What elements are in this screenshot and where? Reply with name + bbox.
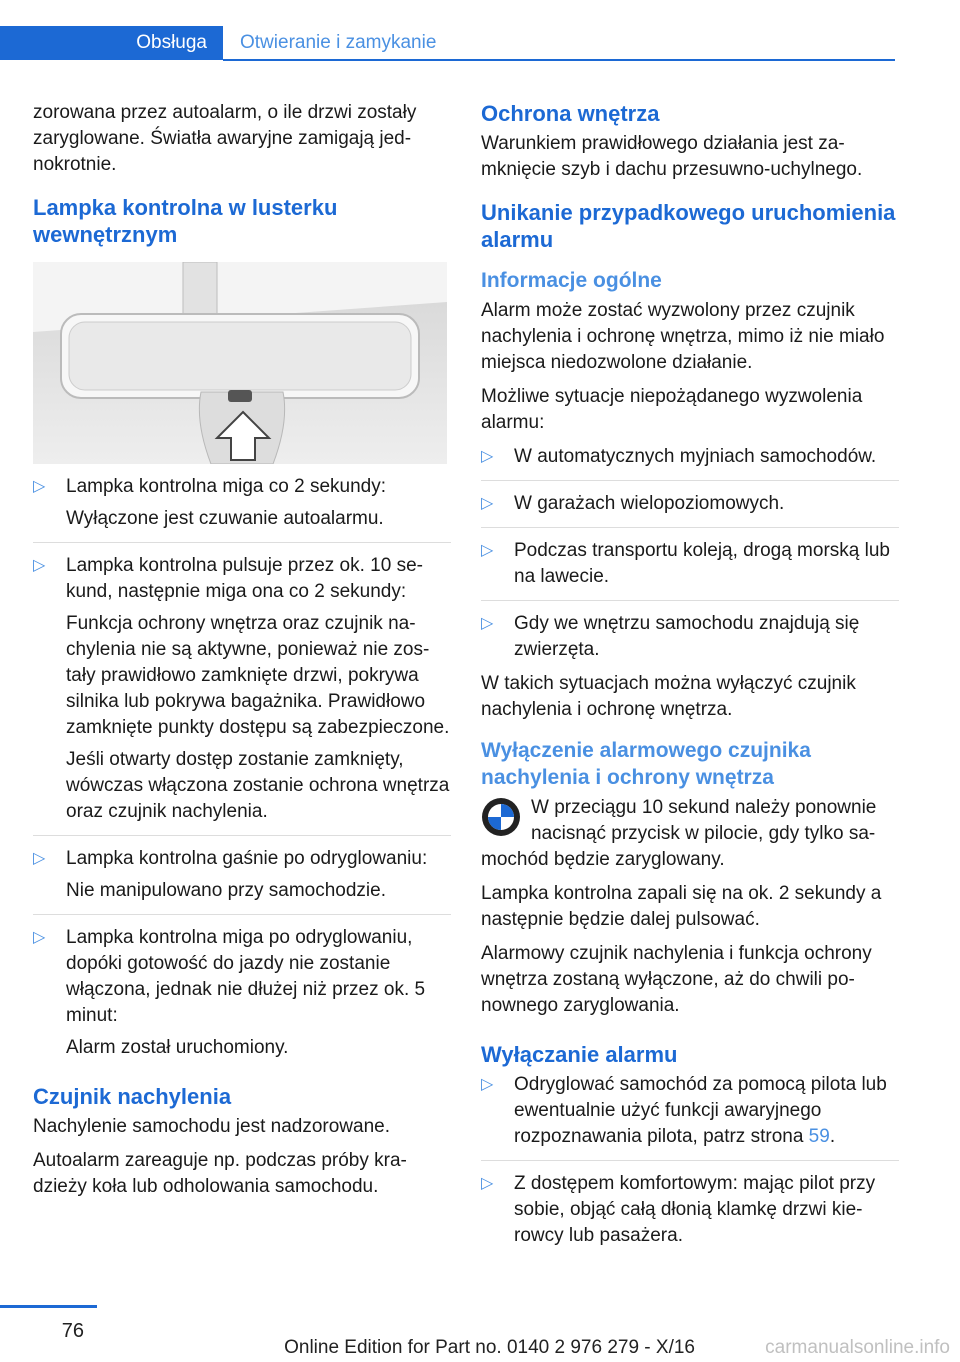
heading-interior-protection: Ochrona wnętrza: [481, 101, 660, 126]
mirror-figure: [33, 262, 447, 464]
tilt-paragraph-2: Autoalarm zareaguje np. podczas próby kradzieży koła lub odholowania samochodu.: [33, 1150, 407, 1197]
list-item: ▷ Lampka kontrolna pulsuje przez ok. 10 sekund, następnie miga ona co 2 sekundy: Funkcja ochrony wnętrza oraz czujnik nachylenia nie są aktywne, ponieważ nie zostały prawidłowo zamknięte drzwi, pokrywa silnika lub pokrywa bagażnika. Prawidłowo zamknięte punkty dostępu są zabezpieczone. Jeśli otwarty dostęp zostanie zamknięty, wówczas włączona zostanie ochrona wnętrza oraz czujnik nachylenia.: [33, 553, 451, 836]
lamp-status-list: [33, 474, 451, 1061]
list-item: ▷ Z dostępem komfortowym: mając pilot przy sobie, objąć całą dłonią klamkę drzwi kierowcy lub pasażera.: [481, 1173, 876, 1246]
remote-instruction: [481, 795, 899, 873]
right-column: [481, 100, 899, 1257]
page-footer: [0, 1300, 960, 1362]
triangle-right-icon: ▷: [481, 615, 494, 632]
list-item: ▷ W automatycznych myjniach samochodów.: [481, 444, 899, 481]
page-link[interactable]: 59: [808, 1126, 830, 1147]
heading-avoid-alarm: Unikanie przypadkowego uruchomienia alarmu: [481, 200, 896, 252]
triangle-right-icon: ▷: [481, 448, 494, 465]
list-item: ▷ Gdy we wnętrzu samochodu znajdują się zwierzęta.: [481, 613, 860, 660]
header-divider: [223, 59, 895, 61]
page-header: [0, 26, 895, 62]
watermark: carmanualsonline.info: [765, 1337, 950, 1358]
heading-general-info: Informacje ogólne: [481, 269, 662, 292]
disable-paragraph-2: Lampka kontrolna zapali się na ok. 2 sekundy a następnie będzie dalej pulsować.: [481, 883, 882, 930]
triangle-right-icon: ▷: [33, 478, 46, 495]
triangle-right-icon: ▷: [33, 557, 46, 574]
bmw-logo-icon: [481, 797, 521, 837]
page-number: 76: [61, 1320, 84, 1342]
heading-tilt-sensor: Czujnik nachylenia: [33, 1084, 232, 1109]
list-item: ▷ Podczas transportu koleją, drogą morską lub na lawecie.: [481, 538, 899, 601]
footer-divider: [0, 1305, 97, 1308]
alarm-off-list: [481, 1072, 899, 1249]
mirror-illustration: [33, 262, 447, 464]
intro-paragraph: zorowana przez autoalarm, o ile drzwi zostały zaryglowane. Światła awaryjne zamigają jednokrotnie.: [33, 102, 417, 175]
triangle-right-icon: ▷: [481, 1076, 494, 1093]
disable-paragraph-1: W przeciągu 10 sekund należy ponownie nacisnąć przycisk w pilocie, gdy tylko samochód będzie zaryglowany.: [481, 797, 877, 870]
edition-text: Online Edition for Part no. 0140 2 976 279 - X/16: [284, 1337, 695, 1358]
left-column: [33, 100, 451, 1208]
list-item: ▷ Lampka kontrolna gaśnie po odryglowaniu: Nie manipulowano przy samochodzie.: [33, 846, 451, 915]
general-paragraph-2: Możliwe sytuacje niepożądanego wyzwolenia alarmu:: [481, 386, 863, 433]
situations-list: [481, 444, 899, 663]
heading-disable-sensor: Wyłączenie alarmowego czujnika nachylenia i ochrony wnętrza: [481, 739, 811, 789]
triangle-right-icon: ▷: [33, 850, 46, 867]
list-item: ▷ Lampka kontrolna miga po odryglowaniu, dopóki gotowość do jazdy nie zostanie włączona, jednak nie dłużej niż przez ok. 5 minut: Alarm został uruchomiony.: [33, 927, 426, 1058]
general-paragraph-3: W takich sytuacjach można wyłączyć czujnik nachylenia i ochronę wnętrza.: [481, 673, 856, 720]
list-item: ▷ W garażach wielopoziomowych.: [481, 491, 899, 528]
triangle-right-icon: ▷: [481, 542, 494, 559]
list-item: ▷ Lampka kontrolna miga co 2 sekundy: Wyłączone jest czuwanie autoalarmu.: [33, 474, 451, 543]
general-paragraph-1: Alarm może zostać wyzwolony przez czujnik nachylenia i ochronę wnętrza, mimo iż nie miało miejsca niedozwolone działanie.: [481, 300, 885, 373]
triangle-right-icon: ▷: [481, 495, 494, 512]
heading-mirror-lamp: Lampka kontrolna w lusterku wewnętrznym: [33, 195, 338, 247]
disable-paragraph-3: Alarmowy czujnik nachylenia i funkcja ochrony wnętrza zostaną wyłączone, aż do chwili ponownego zaryglowania.: [481, 943, 872, 1016]
triangle-right-icon: ▷: [481, 1175, 494, 1192]
chapter-tab: Otwieranie i zamykanie: [240, 32, 437, 53]
interior-paragraph: Warunkiem prawidłowego działania jest zamknięcie szyb i dachu przesuwno-uchylnego.: [481, 133, 863, 180]
section-tab: Obsługa: [0, 26, 223, 60]
list-item: ▷ Odryglować samochód za pomocą pilota lub ewentualnie użyć funkcji awaryjnego rozpoznawania pilota, patrz strona 59.: [481, 1072, 899, 1161]
heading-alarm-off: Wyłączanie alarmu: [481, 1042, 678, 1067]
tilt-paragraph-1: Nachylenie samochodu jest nadzorowane.: [33, 1116, 390, 1137]
triangle-right-icon: ▷: [33, 929, 46, 946]
